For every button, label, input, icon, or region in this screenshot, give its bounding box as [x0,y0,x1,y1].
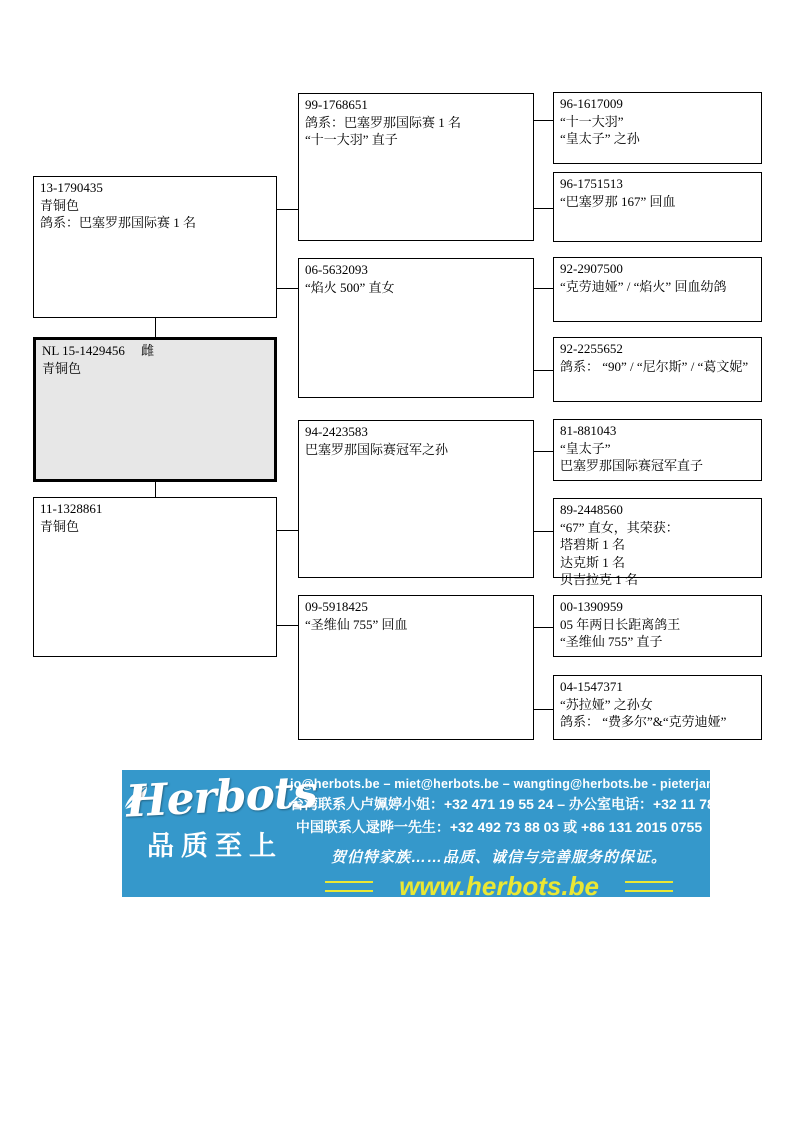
box-line: 青铜色 [40,197,80,213]
connector-line [534,120,553,121]
banner-china-contact: 中国联系人逯晔一先生：+32 492 73 88 03 或 +86 131 2015 0755 [295,819,703,835]
herbots-banner [122,766,793,901]
box-line: 05 年两日长距离鸽王 [560,616,681,632]
connector-line [534,288,553,289]
box-line: 贝吉拉克 1 名 [560,572,639,587]
pedigree-box-sire [33,176,277,318]
pedigree-box-ggparent-4 [553,337,762,402]
pedigree-box-ggparent-2 [553,172,762,242]
connector-line [155,318,156,337]
box-line: 94-2423583 [305,424,368,439]
banner-website: www.herbots.be [399,871,599,901]
connector-line [277,625,298,626]
box-line: 09-5918425 [305,599,368,614]
pedigree-box-ggparent-6 [553,498,762,587]
connector-line [534,627,553,628]
box-line: 13-1790435 [40,180,103,195]
double-line-decoration [325,881,373,892]
connector-line [534,709,553,710]
box-line: “圣维仙 755” 回血 [305,616,408,632]
box-line: “克劳迪娅” / “焰火” 回血幼鸽 [560,278,727,294]
connector-line [534,208,553,209]
box-line: 92-2255652 [560,341,623,356]
box-line: “67” 直女，其荣获： [560,519,679,535]
box-line: 11-1328861 [40,501,103,516]
box-line: 鸽系： “费多尔”&“克劳迪娅” [560,714,727,729]
box-line: “十一大羽” 直子 [305,132,398,147]
box-line: 81-881043 [560,423,617,438]
box-line: 青铜色 [42,360,82,376]
box-line: 鸽系： “90” / “尼尔斯” / “葛文妮” [560,358,749,374]
banner-contact-block [290,777,793,901]
pedigree-box-ggparent-1 [553,92,762,164]
box-line: “焰火 500” 直女 [305,279,395,295]
connector-line [277,288,298,289]
connector-line [534,370,553,371]
pedigree-box-grandsire-maternal [298,420,534,578]
box-line: “巴塞罗那 167” 回血 [560,193,676,209]
banner-website-row [290,873,708,899]
box-line: 99-1768651 [305,97,368,112]
box-line: 塔碧斯 1 名 [560,537,626,552]
herbots-logo [124,766,319,863]
box-line: NL 15-1429456 雌 [42,343,155,358]
banner-emails: jo@herbots.be – miet@herbots.be – wangting@herbots.be - pieterjan@herbots.be [290,777,793,791]
box-line: 00-1390959 [560,599,623,614]
box-line: 89-2448560 [560,502,623,517]
banner-taiwan-contact: 台湾联系人卢姵婷小姐：+32 471 19 55 24 – 办公室电话：+32 11 78 91 90 [290,796,754,812]
box-line: “皇太子” 之孙 [560,131,640,146]
pedigree-box-ggparent-8 [553,675,762,740]
pedigree-box-grandsire-paternal [298,93,534,241]
connector-line [534,451,553,452]
box-line: 巴塞罗那国际赛冠军之孙 [305,441,449,457]
box-line: 92-2907500 [560,261,623,276]
double-line-decoration [625,881,673,892]
box-line: 鸽系：巴塞罗那国际赛 1 名 [40,215,197,230]
pedigree-box-granddam-paternal [298,258,534,398]
pedigree-box-ggparent-5 [553,419,762,481]
connector-line [277,530,298,531]
box-line: “十一大羽” [560,113,624,129]
box-line: “皇太子” [560,440,611,456]
banner-slogan: 贺伯特家族……品质、诚信与完善服务的保证。 [330,849,667,866]
herbots-logo-tagline: 品质至上 [147,831,283,861]
pedigree-box-granddam-maternal [298,595,534,740]
box-line: 04-1547371 [560,679,623,694]
herbots-logo-text: Herbots [124,766,319,828]
box-line: 巴塞罗那国际赛冠军直子 [560,458,704,473]
box-line: 达克斯 1 名 [560,554,626,570]
box-line: 鸽系：巴塞罗那国际赛 1 名 [305,114,462,130]
pedigree-box-dam [33,497,277,657]
box-line: 96-1751513 [560,176,623,191]
pedigree-box-ggparent-7 [553,595,762,657]
connector-line [155,482,156,497]
pedigree-box-ggparent-3 [553,257,762,322]
box-line: 06-5632093 [305,262,368,277]
box-line: “苏拉娅” 之孙女 [560,696,653,712]
connector-line [534,531,553,532]
box-line: 96-1617009 [560,96,623,111]
connector-line [277,209,298,210]
pedigree-box-subject [33,337,277,482]
box-line: “圣维仙 755” 直子 [560,634,663,649]
box-line: 青铜色 [40,518,80,534]
